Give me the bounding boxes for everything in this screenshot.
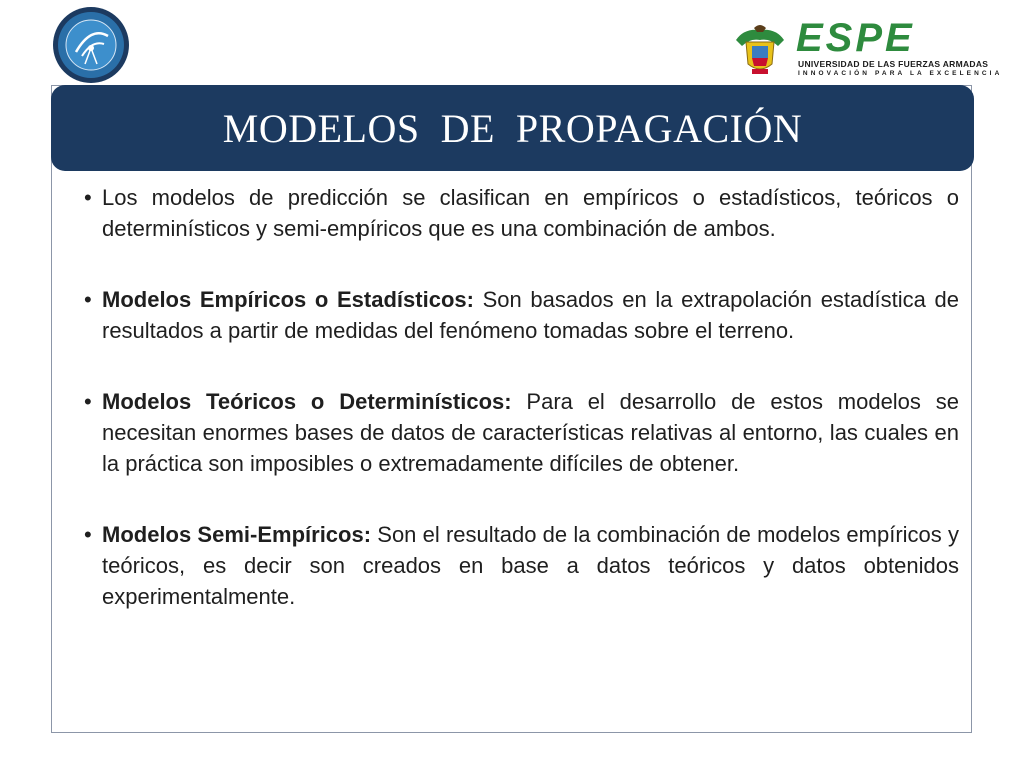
slide-title: MODELOS DE PROPAGACIÓN xyxy=(222,105,803,151)
bullet-text: Los modelos de predicción se clasifican en empíricos o estadísticos, teóricos o determinísticos y semi-empíricos que es una combinación de ambos. xyxy=(102,185,959,241)
bullet-text: Son el resultado de la combinación de modelos empíricos y teóricos, es decir son creados en base a datos teóricos y datos obtenidos experimentalmente. xyxy=(102,522,959,609)
espe-motto: INNOVACIÓN PARA LA EXCELENCIA xyxy=(798,70,1003,77)
university-emblem-icon xyxy=(52,6,130,84)
espe-wordmark: ESPE xyxy=(796,16,915,60)
bullet-dot: • xyxy=(84,287,92,312)
espe-logo xyxy=(732,16,1003,80)
ecuador-crest-icon xyxy=(732,22,788,78)
bullet-item xyxy=(84,386,959,479)
bullet-text: Para el desarrollo de estos modelos se necesitan enormes bases de datos de características relativas al entorno, las cuales en la práctica son imposibles o extremadamente difíciles de obtener. xyxy=(102,389,959,476)
title-bar xyxy=(51,85,974,171)
bullet-text: Son basados en la extrapolación estadística de resultados a partir de medidas del fenómeno tomadas sobre el terreno. xyxy=(102,287,959,343)
bullet-term: Modelos Semi-Empíricos: xyxy=(102,522,372,547)
bullet-item xyxy=(84,284,959,346)
bullet-list xyxy=(84,182,959,612)
bullet-item xyxy=(84,182,959,244)
bullet-dot: • xyxy=(84,522,92,547)
bullet-term: Modelos Teóricos o Determinísticos: xyxy=(102,389,512,414)
espe-university-name: UNIVERSIDAD DE LAS FUERZAS ARMADAS xyxy=(798,59,989,69)
bullet-dot: • xyxy=(84,185,92,210)
bullet-dot: • xyxy=(84,389,92,414)
bullet-term: Modelos Empíricos o Estadísticos: xyxy=(102,287,474,312)
bullet-item xyxy=(84,519,959,612)
